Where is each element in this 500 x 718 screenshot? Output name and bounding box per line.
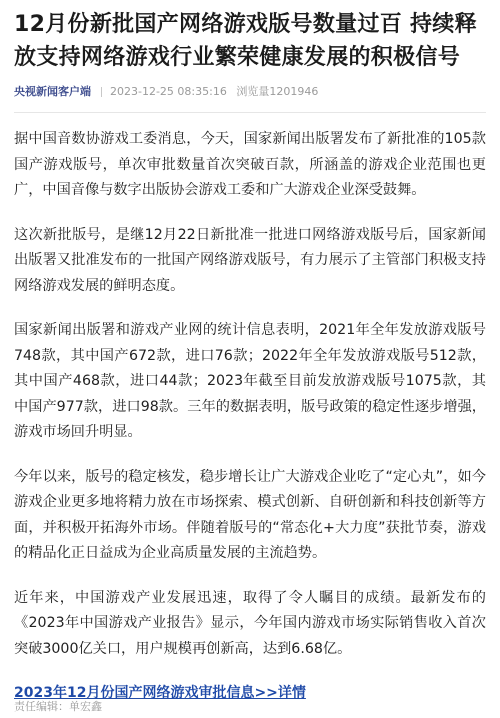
details-link[interactable]: 2023年12月份国产网络游戏审批信息>>详情 [14,685,306,701]
article-body [14,113,486,705]
paragraph: 这次新批版号，是继12月22日新批准一批进口网络游戏版号后，国家新闻出版署又批准发布的一批国产网络游戏版号，有力展示了主管部门积极支持网络游戏发展的鲜明态度。 [14,226,486,294]
article-title: 12月份新批国产网络游戏版号数量过百 持续释放支持网络游戏行业繁荣健康发展的积极信号 [14,12,477,70]
paragraph: 据中国音数协游戏工委消息，今天，国家新闻出版署发布了新批准的105款国产游戏版号，单次审批数量首次突破百款，所涵盖的游戏企业范围也更广，中国音像与数字出版协会游戏工委和广大游戏企业深受鼓舞。 [14,131,486,198]
meta-divider [101,87,102,97]
view-count: 浏览量1201946 [236,85,319,98]
article-meta [14,81,486,103]
responsible-editor: 责任编辑：单宏鑫 [14,700,102,713]
paragraph: 今年以来，版号的稳定核发，稳步增长让广大游戏企业吃了“定心丸”，如今游戏企业更多地将精力放在市场探索、模式创新、自研创新和科技创新等方面，并积极开拓海外市场。伴随着版号的“常态化+大力度”获批节奏，游戏的精品化正日益成为企业高质量发展的主流趋势。 [14,468,486,561]
source-name[interactable]: 央视新闻客户端 [14,85,91,98]
paragraph: 国家新闻出版署和游戏产业网的统计信息表明，2021年全年发放游戏版号748款，其中国产672款，进口76款；2022年全年发放游戏版号512款，其中国产468款，进口44款；2023年截至目前发放游戏版号1075款，其中国产977款，进口98款。三年的数据表明，版号政策的稳定性逐步增强，游戏市场回升明显。 [14,322,486,440]
publish-datetime: 2023-12-25 08:35:16 [110,85,227,98]
paragraph: 近年来，中国游戏产业发展迅速，取得了令人瞩目的成绩。最新发布的《2023年中国游戏产业报告》显示，今年国内游戏市场实际销售收入首次突破3000亿关口，用户规模再创新高，达到6.68亿。 [14,589,486,657]
